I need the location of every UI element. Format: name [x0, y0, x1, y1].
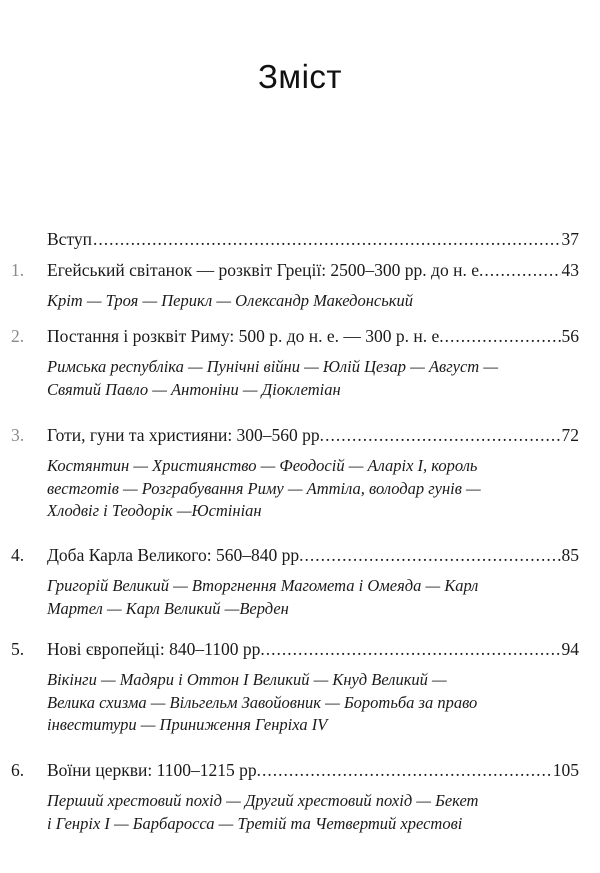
chapter-number: 2.	[11, 326, 25, 346]
subtopic-line: Хлодвіг і Теодорік —Юстініан	[47, 501, 262, 521]
page-title: Зміст	[257, 58, 343, 95]
chapter-number: 1.	[11, 260, 25, 280]
dot-leader	[484, 259, 560, 281]
dot-leader	[325, 424, 560, 446]
toc-entry-line	[47, 424, 579, 446]
dot-leader	[304, 544, 560, 566]
toc-entry-page: 56	[561, 326, 579, 346]
dot-leader	[262, 759, 552, 781]
toc-entry-page: 105	[552, 760, 579, 780]
chapter-number: 6.	[11, 760, 25, 780]
chapter-number: 5.	[11, 639, 25, 659]
subtopic-line: Мартел — Карл Великий —Верден	[47, 598, 289, 618]
chapter-number: 4.	[11, 545, 25, 565]
subtopic-line: Святий Павло — Антоніни — Діоклетіан	[47, 379, 341, 399]
toc-entry-title: Нові європейці: 840–1100 рр.	[47, 639, 265, 659]
toc-entry-page: 37	[561, 229, 579, 249]
toc-entry-page: 43	[561, 260, 579, 280]
toc-entry-title: Вступ	[47, 229, 92, 249]
toc-entry-line	[47, 228, 579, 250]
toc-entry-title: Постання і розквіт Риму: 500 р. до н. е. — 300 р. н. е.	[47, 326, 444, 346]
subtopic-line: Кріт — Троя — Перикл — Олександр Македонський	[47, 291, 413, 310]
subtopic-line: інвеститури — Приниження Генріха IV	[47, 715, 328, 735]
subtopic-line: Григорій Великий — Вторгнення Магомета і Омеяда — Карл	[47, 576, 479, 595]
toc-entry-line	[47, 259, 579, 281]
toc-entry-title: Готи, гуни та християни: 300–560 рр.	[47, 425, 325, 445]
toc-entry-line	[47, 544, 579, 566]
toc-entry-title: Егейський світанок — розквіт Греції: 2500–300 рр. до н. е.	[47, 260, 484, 280]
dot-leader	[445, 325, 561, 347]
subtopic-line: Вікінги — Мадяри і Оттон І Великий — Кнуд Великий —	[47, 670, 447, 689]
subtopic-line: Римська республіка — Пунічні війни — Юлій Цезар — Август —	[47, 357, 499, 376]
chapter-subtopics	[47, 290, 587, 313]
chapter-subtopics	[47, 575, 587, 620]
toc-entry-line	[47, 325, 579, 347]
toc-entry-title: Воїни церкви: 1100–1215 рр.	[47, 760, 261, 780]
toc-entry-line	[47, 759, 579, 781]
chapter-number: 3.	[11, 425, 25, 445]
dot-leader	[93, 228, 561, 250]
subtopic-line: Перший хрестовий похід — Другий хрестовий похід — Бекет	[47, 791, 479, 810]
toc-entry-page: 72	[561, 425, 579, 445]
chapter-subtopics	[47, 455, 587, 523]
subtopic-line: Велика схизма — Вільгельм Завойовник — Боротьба за право	[47, 692, 478, 712]
toc-entry-page: 85	[561, 545, 579, 565]
chapter-subtopics	[47, 669, 587, 737]
toc-entry-title: Доба Карла Великого: 560–840 рр.	[47, 545, 304, 565]
toc-entry-page: 94	[561, 639, 579, 659]
subtopic-line: вестготів — Розграбування Риму — Аттіла, володар гунів —	[47, 478, 481, 498]
dot-leader	[266, 638, 561, 660]
subtopic-line: і Генріх І — Барбаросса — Третій та Четвертий хрестові	[47, 813, 463, 833]
subtopic-line: Костянтин — Християнство — Феодосій — Аларіх І, король	[47, 456, 478, 475]
toc-entry-line	[47, 638, 579, 660]
chapter-subtopics	[47, 356, 587, 401]
chapter-subtopics	[47, 790, 587, 835]
